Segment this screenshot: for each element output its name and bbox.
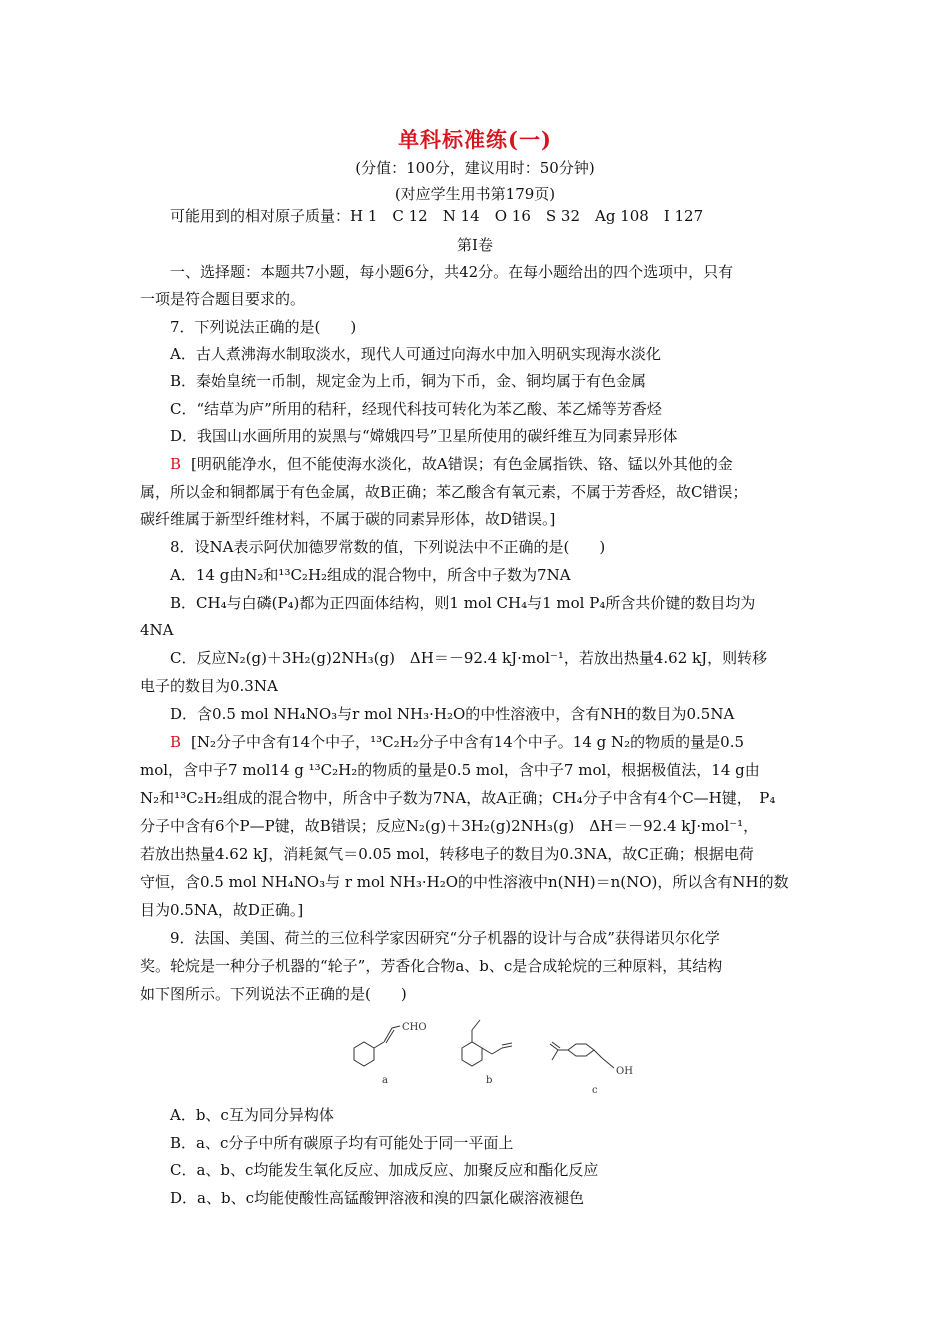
structure-figure	[340, 1008, 640, 1100]
q8-answer: B	[170, 733, 182, 751]
q8-explanation-line2: mol，含中子7 mol14 g ¹³C₂H₂的物质的量是0.5 mol，含中子7 mol，根据极值法，14 g由	[140, 761, 760, 779]
atomic-masses: 可能用到的相对原子质量：H 1 C 12 N 14 O 16 S 32 Ag 108 I 127	[170, 207, 704, 225]
label-c: c	[592, 1085, 598, 1096]
book-reference: (对应学生用书第179页)	[394, 185, 556, 203]
q9-stem-line3: 如下图所示。下列说法不正确的是( )	[140, 985, 407, 1003]
b-allyl-bond	[482, 1048, 492, 1054]
volume-heading: 第Ⅰ卷	[457, 236, 493, 254]
q8-explanation-line7: 目为0.5NA，故D正确。]	[140, 901, 304, 919]
c-benzene-ring	[568, 1044, 594, 1056]
q7-option-d: D．我国山水画所用的炭黑与“嫦娥四号”卫星所使用的碳纤维互为同素异形体	[170, 427, 678, 445]
section-instruction-line2: 一项是符合题目要求的。	[140, 290, 306, 308]
q7-explanation-line2: 属，所以金和铜都属于有色金属，故B正确；苯乙酸含有氧元素，不属于芳香烃，故C错误；	[140, 483, 748, 501]
q8-explanation-line3: N₂和¹³C₂H₂组成的混合物中，所含中子数为7NA，故A正确；CH₄分子中含有4个C—H键， P₄	[140, 789, 776, 807]
q7-explanation-line1	[170, 454, 733, 474]
q8-stem: 8．设NA表示阿伏加德罗常数的值，下列说法中不正确的是( )	[170, 538, 606, 556]
q9-stem-line1: 9．法国、美国、荷兰的三位科学家因研究“分子机器的设计与合成”获得诺贝尔化学	[170, 929, 720, 947]
section-instruction-line1: 一、选择题：本题共7小题，每小题6分，共42分。在每小题给出的四个选项中，只有	[170, 263, 734, 281]
q7-explanation-text: [明矾能净水，但不能使海水淡化，故A错误；有色金属指铁、铬、锰以外其他的金	[191, 455, 733, 473]
label-cho: CHO	[402, 1022, 427, 1033]
label-a: a	[382, 1075, 388, 1086]
q7-explanation-line3: 碳纤维属于新型纤维材料，不属于碳的同素异形体，故D错误。]	[140, 510, 556, 528]
q8-option-c-line1: C．反应N₂(g)＋3H₂(g)2NH₃(g) ΔH＝－92.4 kJ·mol⁻¹，若放出热量4.62 kJ，则转移	[170, 649, 768, 667]
label-b: b	[486, 1075, 493, 1086]
a-aldehyde-bond	[392, 1026, 400, 1028]
q9-option-a: A．b、c互为同分异构体	[170, 1106, 334, 1124]
a-benzene-ring	[354, 1042, 374, 1066]
q7-option-c: C．“结草为庐”所用的秸秆，经现代科技可转化为苯乙酸、苯乙烯等芳香烃	[170, 400, 662, 418]
q8-explanation-line6: 守恒，含0.5 mol NH₄NO₃与 r mol NH₃·H₂O的中性溶液中n(NH)＝n(NO)，所以含有NH的数	[140, 873, 789, 891]
q8-option-b-line1: B．CH₄与白磷(P₄)都为正四面体结构，则1 mol CH₄与1 mol P₄所含共价键的数目均为	[170, 594, 756, 612]
c-vinyl-bond	[550, 1044, 558, 1050]
q8-explanation-line1	[170, 732, 744, 752]
q8-option-b-line2: 4NA	[140, 621, 174, 639]
q7-stem: 7．下列说法正确的是( )	[170, 318, 357, 336]
q9-option-d: D．a、b、c均能使酸性高锰酸钾溶液和溴的四氯化碳溶液褪色	[170, 1189, 584, 1207]
q9-option-b: B．a、c分子中所有碳原子均有可能处于同一平面上	[170, 1134, 514, 1152]
label-oh: OH	[616, 1066, 633, 1077]
score-info: (分值：100分，建议用时：50分钟)	[355, 159, 595, 177]
c-ch2oh-bond	[594, 1050, 602, 1058]
q7-answer: B	[170, 455, 182, 473]
q8-option-d: D．含0.5 mol NH₄NO₃与r mol NH₃·H₂O的中性溶液中，含有NH的数目为0.5NA	[170, 705, 735, 723]
q8-explanation-line4: 分子中含有6个P—P键，故B错误；反应N₂(g)＋3H₂(g)2NH₃(g) ΔH＝－92.4 kJ·mol⁻¹，	[140, 817, 759, 835]
q9-stem-line2: 奖。轮烷是一种分子机器的“轮子”，芳香化合物a、b、c是合成轮烷的三种原料，其结构	[140, 957, 723, 975]
q7-option-b: B．秦始皇统一币制，规定金为上币，铜为下币，金、铜均属于有色金属	[170, 372, 647, 390]
q8-option-a: A．14 g由N₂和¹³C₂H₂组成的混合物中，所含中子数为7NA	[170, 566, 571, 584]
page-title: 单科标准练(一)	[398, 127, 552, 152]
q8-option-c-line2: 电子的数目为0.3NA	[140, 677, 278, 695]
a-chain-bond	[374, 1042, 384, 1048]
q9-option-c: C．a、b、c均能发生氧化反应、加成反应、加聚反应和酯化反应	[170, 1161, 599, 1179]
q7-option-a: A．古人煮沸海水制取淡水，现代人可通过向海水中加入明矾实现海水淡化	[170, 345, 661, 363]
b-benzene-ring	[462, 1042, 482, 1066]
q8-explanation-line5: 若放出热量4.62 kJ，消耗氮气＝0.05 mol，转移电子的数目为0.3NA，故C正确；根据电荷	[140, 845, 754, 863]
q8-explanation-text: [N₂分子中含有14个中子，¹³C₂H₂分子中含有14个中子。14 g N₂的物质的量是0.5	[191, 733, 745, 751]
